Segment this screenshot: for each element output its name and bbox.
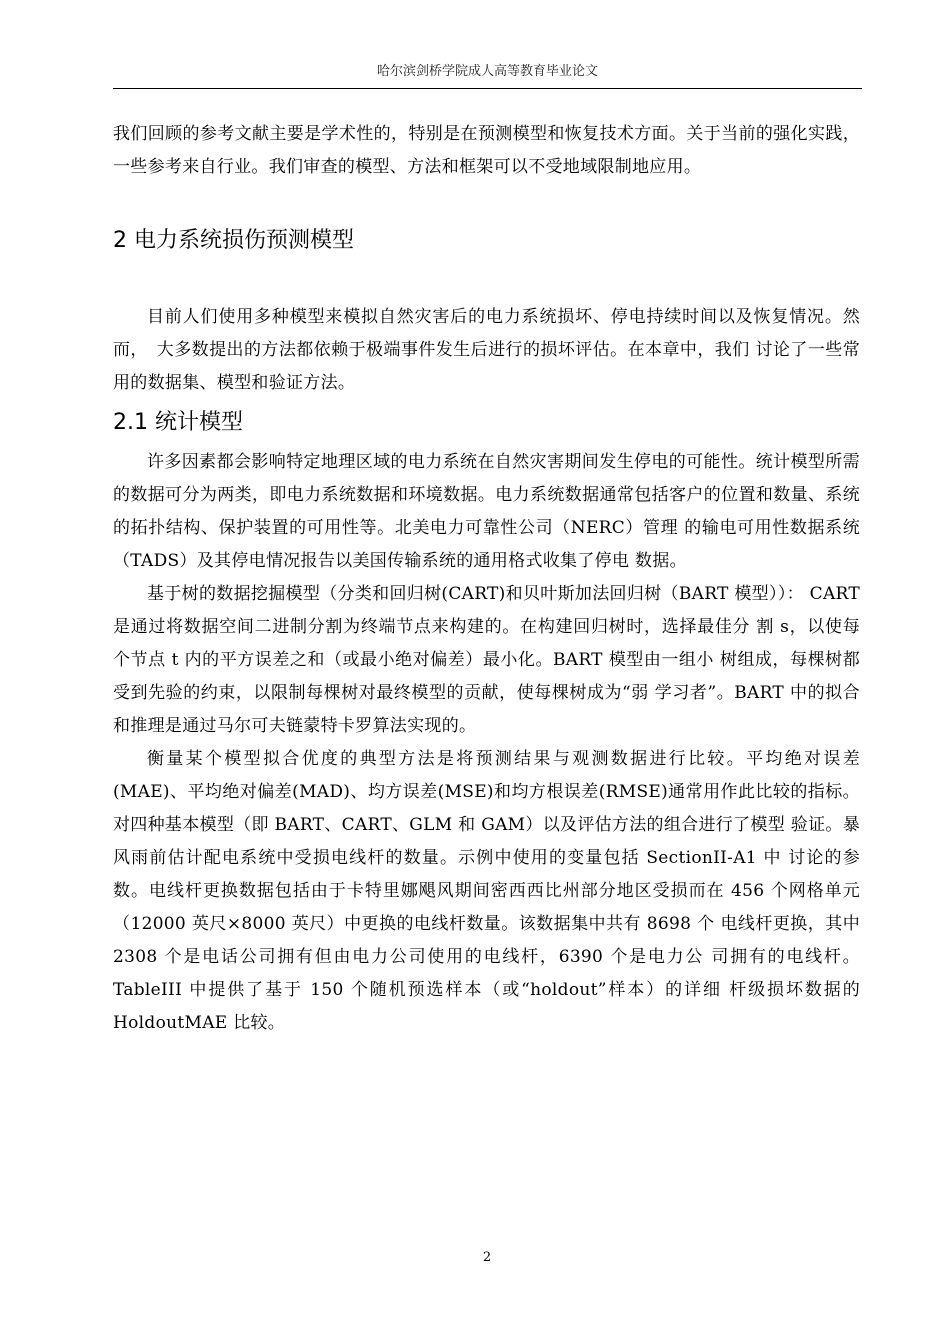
section-paragraph-factors: 许多因素都会影响特定地理区域的电力系统在自然灾害期间发生停电的可能性。统计模型所需的数据可分为两类，即电力系统数据和环境数据。电力系统数据通常包括客户的位置和数量、系统的拓扑结构、保护装置的可用性等。北美电力可靠性公司（NERC）管理 的输电可用性数据系统（TADS）及其停电情况报告以美国传输系统的通用格式收集了停电 数据。 — [113, 452, 860, 571]
section-heading: 2.1 统计模型 — [113, 410, 243, 435]
running-header: 哈尔滨剑桥学院成人高等教育毕业论文 — [376, 64, 598, 79]
section-paragraph-tree-models: 基于树的数据挖掘模型（分类和回归树(CART)和贝叶斯加法回归树（BART 模型））： CART 是通过将数据空间二进制分割为终端节点来构建的。在构建回归树时，选择最佳分 割 s，以使每个节点 t 内的平方误差之和（或最小绝对偏差）最小化。BART 模型由一组小 树组成，每棵树都受到先验的约束，以限制每棵树对最终模型的贡献，使每棵树成为“弱 学习者”。BART 中的拟合和推理是通过马尔可夫链蒙特卡罗算法实现的。 — [113, 584, 860, 736]
section-paragraph-validation: 衡量某个模型拟合优度的典型方法是将预测结果与观测数据进行比较。平均绝对误差(MAE)、平均绝对偏差(MAD)、均方误差(MSE)和均方根误差(RMSE)通常用作此比较的指标。对四种基本模型（即 BART、CART、GLM 和 GAM）以及评估方法的组合进行了模型 验证。暴风雨前估计配电系统中受损电线杆的数量。示例中使用的变量包括 SectionII-A1 中 讨论的参数。电线杆更换数据包括由于卡特里娜飓风期间密西西比州部分地区受损而在 456 个网格单元（12000 英尺×8000 英尺）中更换的电线杆数量。该数据集中共有 8698 个 电线杆更换，其中 2308 个是电话公司拥有但由电力公司使用的电线杆，6390 个是电力公 司拥有的电线杆。TableIII 中提供了基于 150 个随机预选样本（或“holdout”样本）的详细 杆级损坏数据的 HoldoutMAE 比较。 — [113, 749, 860, 1033]
header-divider — [113, 88, 862, 89]
chapter-paragraph: 目前人们使用多种模型来模拟自然灾害后的电力系统损坏、停电持续时间以及恢复情况。然而， 大多数提出的方法都依赖于极端事件发生后进行的损坏评估。在本章中，我们 讨论了一些常用的数据集、模型和验证方法。 — [113, 307, 860, 393]
intro-paragraph: 我们回顾的参考文献主要是学术性的，特别是在预测模型和恢复技术方面。关于当前的强化实践，一些参考来自行业。我们审查的模型、方法和框架可以不受地域限制地应用。 — [113, 124, 860, 177]
page-number: 2 — [482, 1250, 492, 1265]
chapter-heading: 2 电力系统损伤预测模型 — [113, 228, 354, 253]
page-body — [113, 118, 860, 1040]
